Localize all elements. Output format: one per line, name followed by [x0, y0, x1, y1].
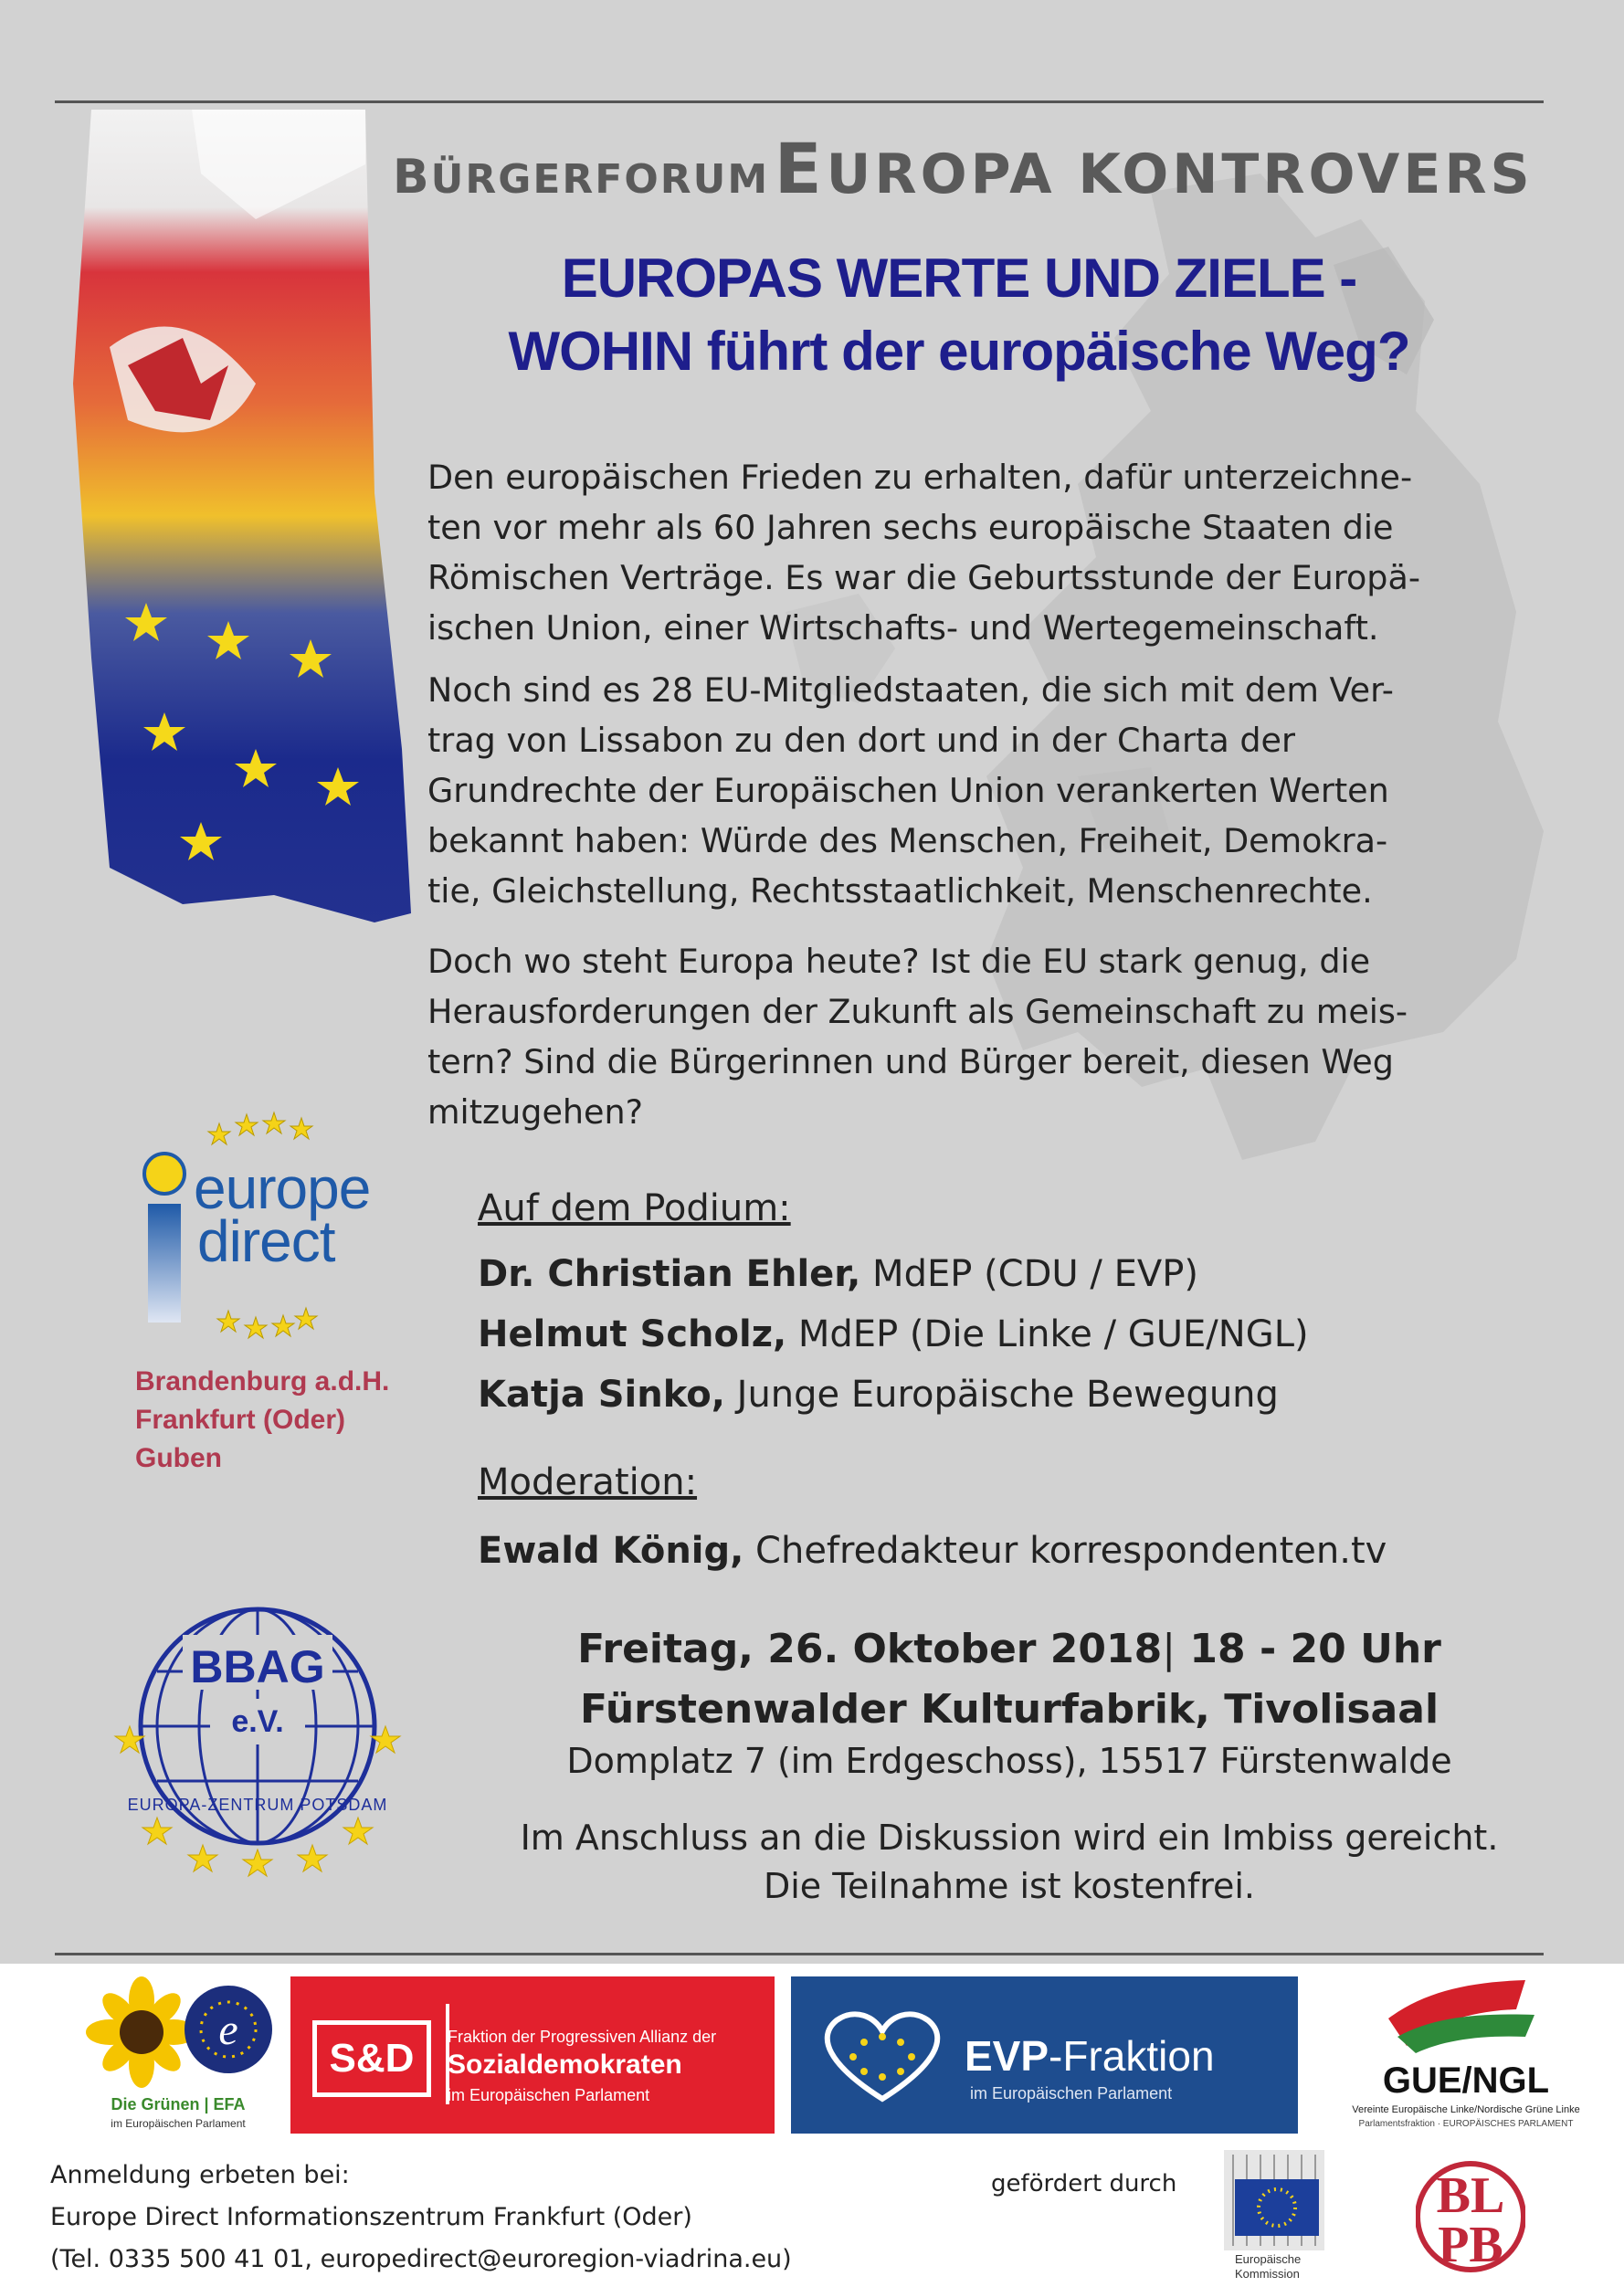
speaker-line [478, 1313, 1309, 1355]
p2-line: trag von Lissabon zu den dort und in der Charta der [427, 721, 1295, 760]
sunflower-icon [82, 1973, 274, 2092]
moderation-label [478, 1461, 697, 1503]
p2-line: Grundrechte der Europäischen Union verankerten Werten [427, 771, 1389, 810]
podium-label [478, 1187, 791, 1229]
european-commission-logo [1197, 2150, 1334, 2283]
bbag-logo [102, 1571, 413, 1881]
p1-line: ten vor mehr als 60 Jahren sechs europäische Staaten die [427, 508, 1394, 547]
title-line-1: EUROPAS WERTE UND ZIELE - [561, 248, 1357, 309]
evp-rest: -Fraktion [1049, 2032, 1215, 2080]
p1-line: Den europäischen Frieden zu erhalten, dafür unterzeichne- [427, 458, 1413, 497]
p2-line: tie, Gleichstellung, Rechtsstaatlichkeit, Menschenrechte. [427, 871, 1373, 911]
registration-contact: (Tel. 0335 500 41 01, europedirect@euroregion-viadrina.eu) [50, 2245, 792, 2273]
gue-ngl-logo [1315, 1973, 1617, 2137]
evp-mark: EVP [965, 2032, 1049, 2080]
p2-line: bekannt haben: Würde des Menschen, Freiheit, Demokra- [427, 821, 1388, 860]
p3-line: tern? Sind die Bürgerinnen und Bürger bereit, diesen Weg [427, 1042, 1394, 1081]
event-date-time [511, 1626, 1507, 1672]
speaker-line [478, 1253, 1198, 1295]
evp-name [965, 2031, 1215, 2081]
intro-paragraph-1 [427, 452, 1511, 653]
europe-direct-logo [128, 1105, 429, 1343]
evp-heart-icon [809, 2000, 955, 2110]
sd-logo [290, 1976, 775, 2134]
intro-paragraph-2 [427, 665, 1511, 916]
ec-building-icon [1197, 2150, 1334, 2250]
ec-label-1: Europäische [1235, 2252, 1302, 2266]
speaker-role: MdEP (CDU / EVP) [860, 1253, 1198, 1295]
bbag-sub: e.V. [231, 1704, 284, 1739]
moderation-label-text: Moderation: [478, 1461, 698, 1503]
event-series-header [393, 128, 1544, 210]
speaker-role: Junge Europäische Bewegung [724, 1374, 1279, 1416]
registration-org: Europe Direct Informationszentrum Frankfurt (Oder) [50, 2203, 692, 2231]
moderator-name: Ewald König, [478, 1530, 744, 1572]
p3-line: Herausforderungen der Zukunft als Gemeinschaft zu meis- [427, 992, 1408, 1031]
svg-text:e: e [218, 2006, 238, 2054]
sd-line-1: Fraktion der Progressiven Allianz der [448, 2028, 717, 2046]
event-note-2: Die Teilnahme ist kostenfrei. [763, 1866, 1256, 1906]
greens-efa-logo [82, 1973, 274, 2137]
header-prefix-cap: B [393, 150, 431, 205]
event-separator: | [1162, 1626, 1176, 1672]
greens-sub: im Europäischen Parlament [111, 2117, 246, 2130]
registration-label: Anmeldung erbeten bei: [50, 2161, 350, 2189]
evp-logo [791, 1976, 1298, 2134]
sponsor-bar [0, 1964, 1624, 2146]
speaker-line [478, 1374, 1279, 1416]
greens-name: Die Grünen | EFA [111, 2095, 246, 2113]
event-date: Freitag, 26. Oktober 2018 [577, 1626, 1163, 1672]
sd-line-2: Sozialdemokraten [448, 2050, 682, 2080]
podium-label-text: Auf dem Podium: [478, 1187, 791, 1229]
event-time: 18 - 20 Uhr [1176, 1626, 1441, 1672]
speaker-name: Katja Sinko, [478, 1374, 725, 1416]
location-line: Guben [135, 1443, 222, 1473]
europe-direct-word-1: europe [194, 1155, 371, 1221]
p2-line: Noch sind es 28 EU-Mitgliedstaaten, die sich mit dem Ver- [427, 670, 1394, 710]
gue-flag-icon [1370, 1973, 1553, 2055]
p1-line: Römischen Verträge. Es war die Geburtsstunde der Europä- [427, 558, 1421, 597]
speaker-name: Helmut Scholz, [478, 1313, 787, 1355]
location-line: Frankfurt (Oder) [135, 1405, 346, 1435]
moderator-role: Chefredakteur korrespondenten.tv [743, 1530, 1387, 1572]
speaker-role: MdEP (Die Linke / GUE/NGL) [786, 1313, 1309, 1355]
event-venue: Fürstenwalder Kulturfabrik, Tivolisaal [579, 1686, 1439, 1733]
bottom-rule [55, 1953, 1544, 1955]
p1-line: ischen Union, einer Wirtschafts- und Wertegemeinschaft. [427, 608, 1379, 648]
blpb-mark-icon [1416, 2148, 1525, 2285]
moderator-line [478, 1530, 1387, 1572]
gue-mark: GUE/NGL [1382, 2060, 1550, 2101]
blpb-logo [1416, 2148, 1525, 2285]
header-main-rest: UROPA KONTROVERS [826, 142, 1534, 206]
europe-direct-word-2: direct [197, 1208, 335, 1274]
europe-direct-locations [135, 1363, 389, 1478]
speaker-name: Dr. Christian Ehler, [478, 1253, 861, 1295]
event-note-1: Im Anschluss an die Diskussion wird ein Imbiss gereicht. [520, 1818, 1499, 1858]
p3-line: mitzugehen? [427, 1092, 644, 1132]
top-rule [55, 100, 1544, 103]
intro-paragraph-3 [427, 936, 1511, 1137]
bbag-ring-text: EUROPA-ZENTRUM POTSDAM [127, 1796, 388, 1814]
svg-text:BL: BL [1436, 2167, 1505, 2224]
header-prefix-rest: ÜRGERFORUM [430, 156, 770, 203]
header-main-cap: E [774, 128, 827, 209]
sd-line-3: im Europäischen Parlament [448, 2086, 650, 2104]
evp-sub: im Europäischen Parlament [970, 2084, 1173, 2103]
funded-by-label: gefördert durch [991, 2170, 1177, 2197]
brandenburg-eu-flag-image [73, 110, 411, 936]
gue-line-2: Parlamentsfraktion · EUROPÄISCHES PARLAMENT [1358, 2119, 1574, 2129]
ec-label-2: Kommission [1235, 2267, 1300, 2281]
title-line-2: WOHIN führt der europäische Weg? [508, 321, 1410, 382]
event-address: Domplatz 7 (im Erdgeschoss), 15517 Fürstenwalde [566, 1741, 1452, 1781]
gue-line-1: Vereinte Europäische Linke/Nordische Grüne Linke [1352, 2104, 1580, 2115]
p3-line: Doch wo steht Europa heute? Ist die EU stark genug, die [427, 942, 1371, 981]
location-line: Brandenburg a.d.H. [135, 1366, 390, 1396]
bbag-title: BBAG [190, 1641, 325, 1692]
footer [0, 2146, 1624, 2287]
svg-text:PB: PB [1438, 2217, 1503, 2273]
sd-mark: S&D [312, 2020, 431, 2097]
